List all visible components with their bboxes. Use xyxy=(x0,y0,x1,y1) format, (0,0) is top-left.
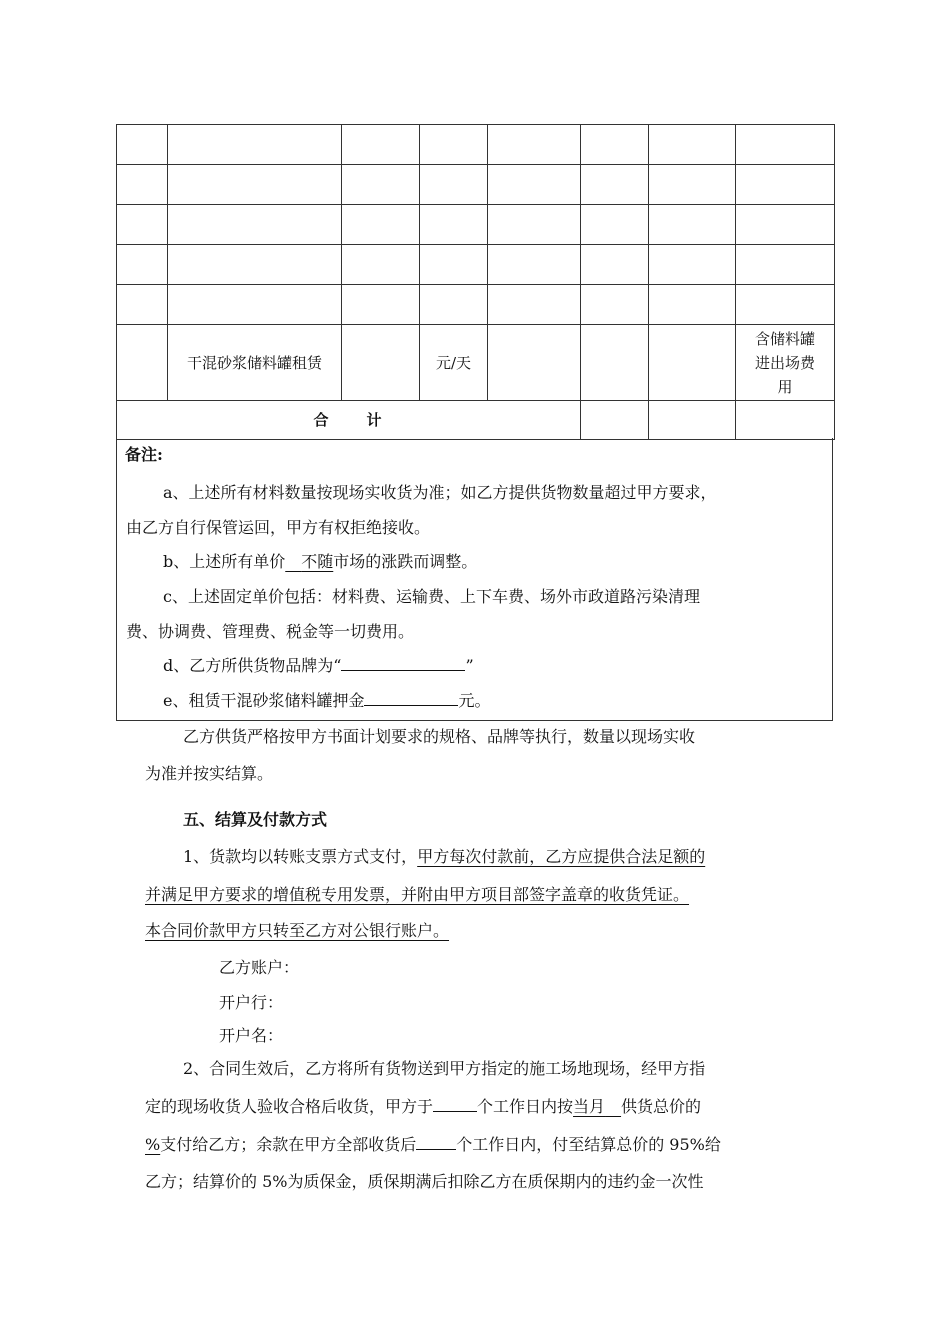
table-cell xyxy=(168,205,342,245)
p2-line2-underlined: 当月 xyxy=(573,1097,606,1116)
table-cell xyxy=(117,245,168,285)
table-cell xyxy=(649,401,736,440)
p2-line2-pre: 定的现场收货人验收合格后收货，甲方于 xyxy=(145,1097,434,1116)
table-cell xyxy=(168,245,342,285)
table-cell xyxy=(117,165,168,205)
table-cell xyxy=(581,125,649,165)
note-e-post: 元。 xyxy=(458,691,491,710)
table-cell xyxy=(117,205,168,245)
remark-cell xyxy=(736,325,835,401)
note-c-line1: c、上述固定单价包括：材料费、运输费、上下车费、场外市政道路污染清理 xyxy=(163,587,700,606)
table-cell xyxy=(581,285,649,325)
table-cell xyxy=(736,205,835,245)
workdays-blank-2[interactable] xyxy=(416,1133,456,1150)
note-a-line2: 由乙方自行保管运回，甲方有权拒绝接收。 xyxy=(126,518,431,537)
table-row xyxy=(117,285,835,325)
table-cell xyxy=(581,245,649,285)
note-b xyxy=(163,549,477,572)
brand-blank[interactable] xyxy=(341,654,465,671)
table-cell xyxy=(649,285,736,325)
table-cell xyxy=(342,125,420,165)
bank-label: 开户行： xyxy=(219,993,284,1012)
table-cell xyxy=(736,245,835,285)
table-cell xyxy=(342,325,420,401)
remark-line: 含储料罐 xyxy=(754,329,815,348)
table-cell xyxy=(736,285,835,325)
table-cell xyxy=(168,285,342,325)
note-b-post: 市场的涨跌而调整。 xyxy=(333,552,478,571)
p2-line3-mid: 支付给乙方；余款在甲方全部收货后 xyxy=(160,1135,417,1154)
total-row xyxy=(117,401,835,440)
remark-line: 用 xyxy=(777,377,793,396)
table-cell xyxy=(736,125,835,165)
table-row xyxy=(117,125,835,165)
p2-line2-mid: 个工作日内按 xyxy=(477,1097,574,1116)
p1-line1 xyxy=(183,844,705,867)
p2-line3-post: 个工作日内，付至结算总价的 95%给 xyxy=(456,1135,721,1154)
remark-line: 进出场费 xyxy=(754,353,815,372)
note-b-underlined: 不随 xyxy=(301,552,334,571)
account-label: 乙方账户： xyxy=(219,958,300,977)
table-cell xyxy=(420,165,488,205)
p2-line2-post: 供货总价的 xyxy=(621,1097,702,1116)
note-d-pre: d、乙方所供货物品牌为“ xyxy=(163,656,342,675)
table-cell xyxy=(649,325,736,401)
table-cell xyxy=(168,125,342,165)
total-label-char: 合 xyxy=(313,411,331,429)
table-cell xyxy=(649,125,736,165)
account-name-label: 开户名： xyxy=(219,1026,284,1045)
table-cell xyxy=(649,165,736,205)
table-cell xyxy=(581,165,649,205)
p1-underlined-3: 本合同价款甲方只转至乙方对公银行账户。 xyxy=(145,921,450,940)
note-b-pre: b、上述所有单价 xyxy=(163,552,286,571)
p1-pre: 1、货款均以转账支票方式支付， xyxy=(183,847,418,866)
p1-underlined-2: 并满足甲方要求的增值税专用发票，并附由甲方项目部签字盖章的收货凭证。 xyxy=(145,885,690,904)
notes-box xyxy=(116,438,833,721)
p2-line1: 2、合同生效后，乙方将所有货物送到甲方指定的施工场地现场，经甲方指 xyxy=(183,1059,706,1078)
table-row xyxy=(117,165,835,205)
workdays-blank-1[interactable] xyxy=(433,1095,477,1112)
note-e xyxy=(163,688,491,711)
item-name-cell: 干混砂浆储料罐租赁 xyxy=(168,325,342,401)
table-cell xyxy=(342,245,420,285)
supply-line1: 乙方供货严格按甲方书面计划要求的规格、品牌等执行，数量以现场实收 xyxy=(183,727,696,746)
note-a-line1: a、上述所有材料数量按现场实收货为准；如乙方提供货物数量超过甲方要求， xyxy=(163,483,717,502)
table-cell xyxy=(342,165,420,205)
note-c-line2: 费、协调费、管理费、税金等一切费用。 xyxy=(126,622,415,641)
table-cell xyxy=(342,285,420,325)
table-cell xyxy=(488,325,581,401)
note-d xyxy=(163,653,474,676)
table-cell xyxy=(117,285,168,325)
supply-line2: 为准并按实结算。 xyxy=(145,764,274,783)
price-table xyxy=(116,124,835,440)
table-cell xyxy=(488,165,581,205)
unit-cell: 元/天 xyxy=(420,325,488,401)
p1-underlined-1: 甲方每次付款前，乙方应提供合法足额的 xyxy=(417,847,706,866)
p2-line3 xyxy=(145,1132,721,1155)
table-cell xyxy=(736,165,835,205)
table-cell xyxy=(420,205,488,245)
table-cell xyxy=(117,125,168,165)
table-row-mortar-tank xyxy=(117,325,835,401)
table-cell xyxy=(736,401,835,440)
table-cell xyxy=(488,125,581,165)
section5-title: 五、结算及付款方式 xyxy=(183,810,328,829)
table-row xyxy=(117,205,835,245)
table-cell xyxy=(649,205,736,245)
table-cell xyxy=(168,165,342,205)
table-cell xyxy=(488,245,581,285)
p2-line4: 乙方；结算价的 5%为质保金，质保期满后扣除乙方在质保期内的违约金一次性 xyxy=(145,1172,704,1191)
total-label-cell xyxy=(117,401,581,440)
table-cell xyxy=(342,205,420,245)
table-cell xyxy=(420,125,488,165)
note-e-pre: e、租赁干混砂浆储料罐押金 xyxy=(163,691,365,710)
table-cell xyxy=(488,205,581,245)
table-row xyxy=(117,245,835,285)
table-cell xyxy=(581,205,649,245)
table-cell xyxy=(581,325,649,401)
table-cell xyxy=(649,245,736,285)
notes-title: 备注: xyxy=(125,445,163,464)
table-cell xyxy=(488,285,581,325)
table-cell xyxy=(420,285,488,325)
table-cell xyxy=(117,325,168,401)
p2-line2 xyxy=(145,1094,701,1117)
table-cell xyxy=(420,245,488,285)
table-cell xyxy=(581,401,649,440)
deposit-blank[interactable] xyxy=(364,689,458,706)
note-d-post: ” xyxy=(465,656,474,675)
total-label-char: 计 xyxy=(366,411,384,429)
percent-blank: % xyxy=(145,1135,161,1154)
